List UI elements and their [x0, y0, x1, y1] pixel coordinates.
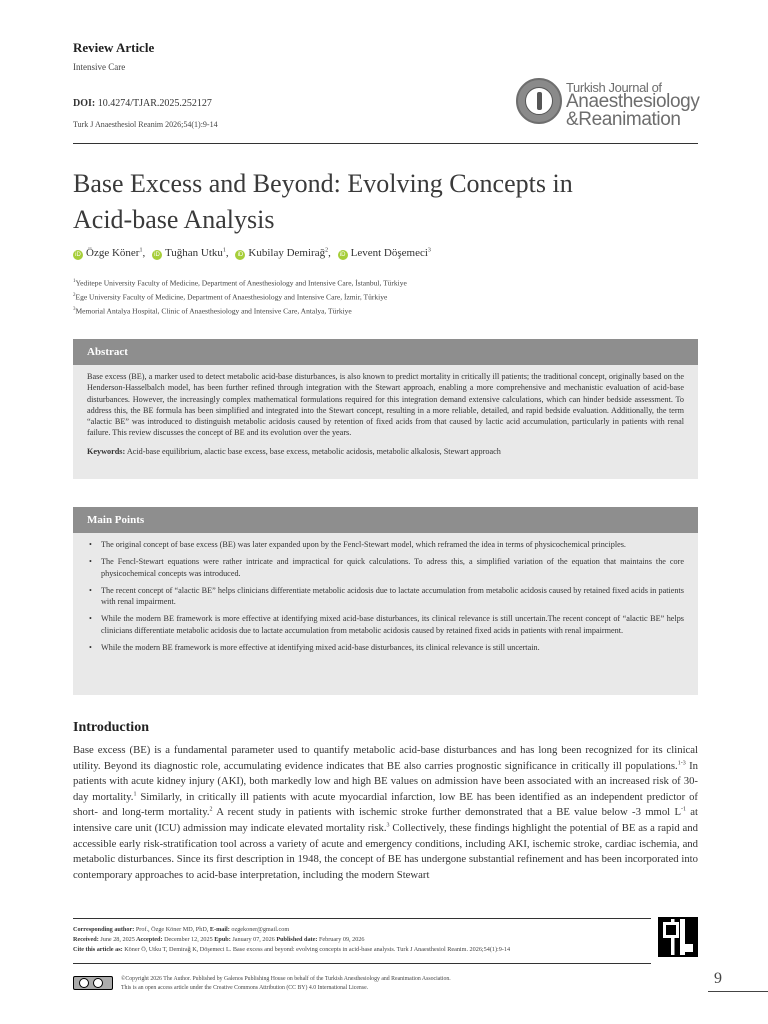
reference-link[interactable]: 2 — [209, 806, 213, 813]
main-point-item: • While the modern BE framework is more effective at identifying mixed acid-base disturbances, its clinical relevance is still uncertain. — [87, 642, 684, 653]
header-divider — [73, 143, 698, 144]
email-link[interactable]: ozgekoner@gmail.com — [229, 926, 290, 933]
journal-seal-icon — [516, 78, 562, 124]
affiliation: $^2$Ege University Faculty of Medicine, Department of Anaesthesiology and Intensive Care, İzmir, Türkiye — [73, 292, 388, 302]
reference-link[interactable]: 1 — [133, 791, 137, 798]
journal-name-line2: Anaesthesiology — [566, 91, 700, 112]
orcid-icon[interactable]: iD — [152, 250, 162, 260]
main-point-item: • The original concept of base excess (BE) was later expanded upon by the Fencl-Stewart model, which reframed the idea in terms of physicochemical principles. — [87, 539, 684, 550]
article-section: Intensive Care — [73, 62, 126, 72]
affiliation: $^1$Yeditepe University Faculty of Medicine, Department of Anesthesiology and Intensive Care, İstanbul, Türkiye — [73, 278, 407, 288]
article-type: Review Article — [73, 40, 155, 55]
page-number-rule — [708, 991, 768, 992]
author-list — [73, 247, 435, 260]
introduction-heading: Introduction — [73, 720, 149, 735]
reference-link[interactable]: 1-3 — [677, 760, 686, 767]
qr-code-icon[interactable] — [658, 917, 698, 957]
keywords — [73, 439, 698, 456]
orcid-icon[interactable]: iD — [235, 250, 245, 260]
doi-value[interactable]: 10.4274/TJAR.2025.252127 — [97, 98, 212, 109]
journal-citation: Turk J Anaesthesiol Reanim 2026;54(1):9-14 — [73, 120, 218, 129]
journal-name-line3: &Reanimation — [566, 109, 681, 130]
footer-divider — [73, 918, 651, 919]
abstract-body: Base excess (BE), a marker used to detect metabolic acid-base disturbances, is also known to predict mortality in critically ill patients; the traditional concept, originally based on the Henderson-Hasselbalch model, has been further refined through integration with the Stewart approach, enabling a more comprehensive and mechanistic evaluation of acid-base disturbances. However, the increasingly complex mathematical formulations required for this integration demand extensive calculations, which can hinder bedside assessment. To address this, the BE formula has been simplified and integrated into the Stewart concept, resulting in a more reliable, detailed, and rapid bedside evaluation. Additionally, the term “alactic BE” was introduced to distinguish metabolic acidosis caused by retention of fixed acids from that caused by lactic acid accumulation, particularly in patients with renal failure. This review discusses the concept of BE and its evolution over the years. — [87, 372, 684, 438]
affiliations — [73, 276, 407, 318]
article-title: Base Excess and Beyond: Evolving Concepts in Acid-base Analysis — [73, 169, 573, 234]
main-points-box — [73, 507, 698, 695]
journal-logo — [516, 78, 698, 132]
creative-commons-icon[interactable] — [73, 976, 113, 990]
license-divider — [73, 963, 651, 964]
article-footer — [73, 925, 648, 955]
corresponding-author: Corresponding author: Prof., Özge Köner MD, PhD, E-mail: ozgekoner@gmail.com — [73, 926, 290, 933]
main-point-item: • While the modern BE framework is more effective at identifying mixed acid-base disturbances, its clinical relevance is still uncertain.The recent concept of “alactic BE” helps clinicians differentiate metabolic acidosis due to lactate accumulation from metabolic acidosis caused by retained fixed acids in patients with renal impairment. — [87, 613, 684, 636]
doi[interactable] — [73, 98, 212, 109]
license-text: ©Copyright 2026 The Author. Published by Galenos Publishing House on behalf of the Turkish Anesthesiology and Reanimation Association. This is an open access article under the Creative Commons Attribution (CC BY) 4.0 International License. — [121, 976, 451, 991]
orcid-icon[interactable]: iD — [73, 250, 83, 260]
introduction-body: Base excess (BE) is a fundamental parameter used to quantify metabolic acid-base disturbances and has long been recognized for its clinical utility. Beyond its diagnostic role, accumulating evidence indicates that BE also carries prognostic significance in critically ill populations.$^{1-3}$ In patients with acute kidney injury (AKI), both markedly low and high BE values on admission have been associated with an increased risk of 30-day mortality.$^1$ Similarly, in critically ill patients with acute myocardial infarction, low BE has been identified as an independent predictor of short- and long-term mortality.$^2$ A recent study in patients with ischemic stroke further demonstrated that a BE value below -3 mmol $L^{-1}$ at intensive care unit (ICU) admission may indicate elevated mortality risk.$^3$ Collectively, these findings highlight the potential of BE as a rapid and accessible early risk-stratification tool across a variety of acute and emergency conditions, including AKI, ischemic stroke, cardiac ischemia, and metabolic disturbances. Since its first description in 1948, the concept of BE has undergone substantial refinement and has been incorporated into contemporary approaches to acid-base interpretation, including the modern Stewart — [73, 744, 699, 881]
abstract-heading: Abstract — [73, 339, 698, 365]
author[interactable]: iD Levent Döşemeci$^3$ — [338, 247, 431, 259]
main-points-heading: Main Points — [73, 507, 698, 533]
author[interactable]: iD Özge Köner$^1$, — [73, 247, 145, 259]
affiliation: $^3$Memorial Antalya Hospital, Clinic of Anaesthesiology and Intensive Care, Antalya, Türkiye — [73, 306, 352, 316]
author[interactable]: iD Kubilay Demirağ$^2$, — [235, 247, 330, 259]
reference-link[interactable]: 3 — [386, 822, 390, 829]
orcid-icon[interactable]: iD — [338, 250, 348, 260]
journal-name-line1: Turkish Journal of — [566, 80, 662, 95]
cite-as: Cite this article as: Köner Ö, Utku T, Demirağ K, Döşemeci L. Base excess and beyond: evolving concepts in acid-base analysis. Turk J Anaesthesiol Reanim. 2026;54(1):9-14 — [73, 946, 511, 953]
unit-exponent: -1 — [680, 806, 686, 813]
abstract-box — [73, 339, 698, 479]
article-dates: Received: June 28, 2025 Accepted: December 12, 2025 Epub: January 07, 2026 Published date: February 09, 2026 — [73, 936, 365, 943]
doi-label: DOI: — [73, 98, 96, 109]
main-point-item: • The recent concept of “alactic BE” helps clinicians differentiate metabolic acidosis due to lactate accumulation from metabolic acidosis caused by retained fixed acids in patients with renal impairment. — [87, 585, 684, 608]
main-points-list — [73, 533, 698, 653]
article-header — [73, 40, 698, 136]
main-point-item: • The Fencl-Stewart equations were rather intricate and impractical for quick calculations. To adress this, a simplified variation of the equation that maintains the core physicochemical concepts was introduced. — [87, 556, 684, 579]
keywords-label: Keywords: — [87, 446, 126, 456]
keywords-text: Acid-base equilibrium, alactic base excess, base excess, metabolic acidosis, metabolic alkalosis, Stewart approach — [126, 446, 501, 456]
page-number: 9 — [714, 970, 722, 987]
author[interactable]: iD Tuğhan Utku$^1$, — [152, 247, 229, 259]
